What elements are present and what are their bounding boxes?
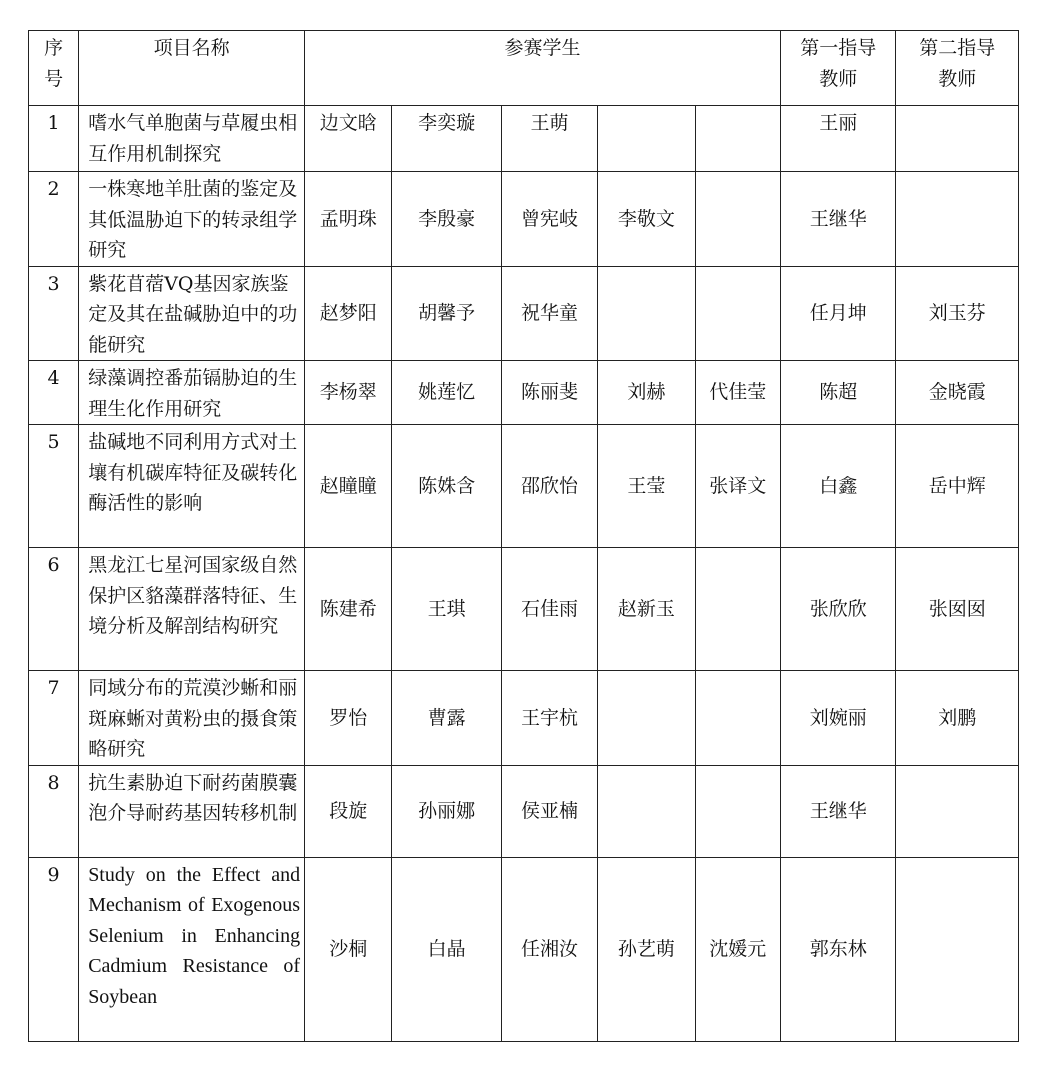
table-row <box>29 425 1019 548</box>
student-name: 李敬文 <box>598 172 695 267</box>
student-name: 石佳雨 <box>501 548 597 671</box>
advisor1-name: 王继华 <box>780 172 895 267</box>
row-index: 2 <box>29 172 79 267</box>
student-name: 胡馨予 <box>392 266 501 361</box>
student-name: 沙桐 <box>305 857 392 1041</box>
student-name: 陈丽斐 <box>501 361 597 425</box>
student-name: 李奕璇 <box>392 106 501 172</box>
advisor1-name: 任月坤 <box>780 266 895 361</box>
student-name: 祝华童 <box>501 266 597 361</box>
student-name: 白晶 <box>392 857 501 1041</box>
student-name: 侯亚楠 <box>501 765 597 857</box>
advisor2-name: 刘玉芬 <box>896 266 1019 361</box>
row-index: 8 <box>29 765 79 857</box>
student-name <box>695 106 780 172</box>
student-name: 边文晗 <box>305 106 392 172</box>
project-name: 嗜水气单胞菌与草履虫相互作用机制探究 <box>79 106 305 172</box>
advisor2-name <box>896 172 1019 267</box>
student-name <box>598 671 695 766</box>
header-project: 项目名称 <box>79 31 305 106</box>
project-name: 紫花苜蓿VQ基因家族鉴定及其在盐碱胁迫中的功能研究 <box>79 266 305 361</box>
advisor2-name <box>896 106 1019 172</box>
student-name: 陈建希 <box>305 548 392 671</box>
student-name: 任湘汝 <box>501 857 597 1041</box>
student-name: 孙艺萌 <box>598 857 695 1041</box>
table-row <box>29 765 1019 857</box>
student-name: 李杨翠 <box>305 361 392 425</box>
project-name: Study on the Effect and Mechanism of Exogenous Selenium in Enhancing Cadmium Resistance of Soybean <box>79 857 305 1041</box>
student-name: 陈姝含 <box>392 425 501 548</box>
advisor2-name: 刘鹏 <box>896 671 1019 766</box>
row-index: 1 <box>29 106 79 172</box>
advisor2-name: 岳中辉 <box>896 425 1019 548</box>
student-name <box>695 548 780 671</box>
table-row <box>29 172 1019 267</box>
student-name: 赵梦阳 <box>305 266 392 361</box>
advisor1-name: 王丽 <box>780 106 895 172</box>
advisor1-name: 白鑫 <box>780 425 895 548</box>
student-name: 李殷豪 <box>392 172 501 267</box>
advisor1-name: 王继华 <box>780 765 895 857</box>
student-name <box>598 106 695 172</box>
table-row <box>29 548 1019 671</box>
student-name: 曾宪岐 <box>501 172 597 267</box>
advisor1-name: 陈超 <box>780 361 895 425</box>
advisor2-name: 金晓霞 <box>896 361 1019 425</box>
advisor1-name: 刘婉丽 <box>780 671 895 766</box>
advisor1-name: 郭东林 <box>780 857 895 1041</box>
competition-projects-table <box>28 30 1019 1042</box>
student-name: 张译文 <box>695 425 780 548</box>
student-name: 姚莲忆 <box>392 361 501 425</box>
header-students: 参赛学生 <box>305 31 781 106</box>
header-advisor2: 第二指导教师 <box>896 31 1019 106</box>
row-index: 3 <box>29 266 79 361</box>
project-name: 抗生素胁迫下耐药菌膜囊泡介导耐药基因转移机制 <box>79 765 305 857</box>
student-name: 邵欣怡 <box>501 425 597 548</box>
student-name: 沈媛元 <box>695 857 780 1041</box>
table-row <box>29 266 1019 361</box>
row-index: 4 <box>29 361 79 425</box>
table-row <box>29 361 1019 425</box>
student-name <box>695 765 780 857</box>
student-name <box>695 671 780 766</box>
advisor1-name: 张欣欣 <box>780 548 895 671</box>
advisor2-name: 张囡囡 <box>896 548 1019 671</box>
table-row <box>29 106 1019 172</box>
student-name: 刘赫 <box>598 361 695 425</box>
row-index: 6 <box>29 548 79 671</box>
student-name: 孟明珠 <box>305 172 392 267</box>
student-name: 王宇杭 <box>501 671 597 766</box>
student-name: 赵瞳瞳 <box>305 425 392 548</box>
student-name: 王萌 <box>501 106 597 172</box>
student-name <box>598 765 695 857</box>
student-name: 赵新玉 <box>598 548 695 671</box>
project-name: 绿藻调控番茄镉胁迫的生理生化作用研究 <box>79 361 305 425</box>
table-row <box>29 857 1019 1041</box>
row-index: 9 <box>29 857 79 1041</box>
student-name <box>695 266 780 361</box>
student-name: 曹露 <box>392 671 501 766</box>
student-name: 王莹 <box>598 425 695 548</box>
project-name: 盐碱地不同利用方式对土壤有机碳库特征及碳转化酶活性的影响 <box>79 425 305 548</box>
project-name: 一株寒地羊肚菌的鉴定及其低温胁迫下的转录组学研究 <box>79 172 305 267</box>
student-name: 代佳莹 <box>695 361 780 425</box>
header-advisor1: 第一指导教师 <box>780 31 895 106</box>
header-row <box>29 31 1019 106</box>
row-index: 7 <box>29 671 79 766</box>
advisor2-name <box>896 765 1019 857</box>
student-name: 罗怡 <box>305 671 392 766</box>
advisor2-name <box>896 857 1019 1041</box>
project-name: 同域分布的荒漠沙蜥和丽斑麻蜥对黄粉虫的摄食策略研究 <box>79 671 305 766</box>
project-name: 黑龙江七星河国家级自然保护区貉藻群落特征、生境分析及解剖结构研究 <box>79 548 305 671</box>
student-name <box>695 172 780 267</box>
row-index: 5 <box>29 425 79 548</box>
student-name: 段旋 <box>305 765 392 857</box>
student-name: 王琪 <box>392 548 501 671</box>
header-index: 序号 <box>29 31 79 106</box>
student-name: 孙丽娜 <box>392 765 501 857</box>
student-name <box>598 266 695 361</box>
table-row <box>29 671 1019 766</box>
